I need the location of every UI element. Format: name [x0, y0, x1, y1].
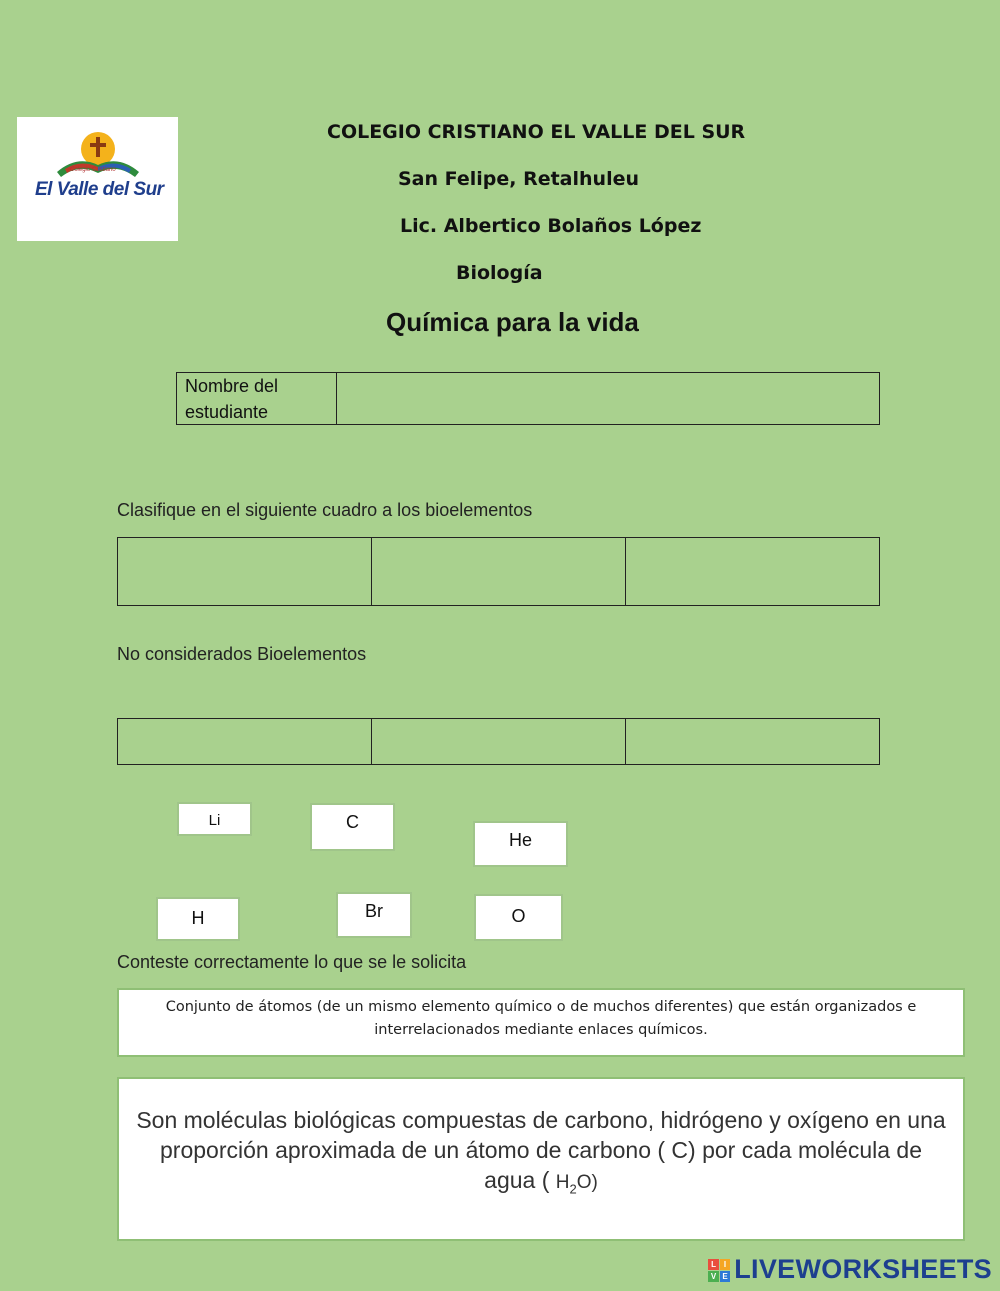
page-title: Química para la vida — [386, 307, 639, 337]
teacher-name: Lic. Albertico Bolaños López — [400, 215, 702, 237]
bioelements-drop-cell-3[interactable] — [626, 538, 879, 605]
non-bioelements-drop-cell-2[interactable] — [372, 719, 626, 764]
chip-h[interactable]: H — [156, 897, 240, 941]
water-subscript: 2 — [569, 1181, 577, 1197]
student-name-label: Nombre del estudiante — [177, 373, 337, 424]
logo-text: El Valle del Sur — [35, 179, 164, 200]
chip-c[interactable]: C — [310, 803, 395, 851]
questions-instruction: Conteste correctamente lo que se le solicita — [117, 952, 467, 972]
student-name-table — [176, 372, 880, 425]
student-name-input[interactable] — [337, 373, 879, 424]
chip-he[interactable]: He — [473, 821, 568, 867]
liveworksheets-wordmark: LIVEWORKSHEETS — [734, 1254, 992, 1284]
school-location: San Felipe, Retalhuleu — [398, 168, 639, 190]
student-name-cell — [337, 373, 879, 424]
bioelements-drop-cell-1[interactable] — [118, 538, 372, 605]
non-bioelements-table — [117, 718, 880, 765]
non-bioelements-drop-cell-1[interactable] — [118, 719, 372, 764]
liveworksheets-brand — [708, 1254, 992, 1285]
non-bioelements-drop-cell-3[interactable] — [626, 719, 879, 764]
liveworksheets-logo-icon: L I V E — [708, 1259, 730, 1281]
school-name: COLEGIO CRISTIANO EL VALLE DEL SUR — [327, 121, 746, 143]
question-2-text: Son moléculas biológicas compuestas de carbono, hidrógeno y oxígeno en una proporción aproximada de un átomo de carbono ( C) por cada molécula de agua ( — [136, 1107, 946, 1193]
subject: Biología — [456, 262, 543, 284]
question-2-box[interactable] — [117, 1077, 965, 1241]
non-bioelements-instruction: No considerados Bioelementos — [117, 644, 367, 664]
bioelements-table — [117, 537, 880, 606]
school-logo — [17, 117, 178, 241]
chip-li[interactable]: Li — [177, 802, 252, 836]
question-1-text: Conjunto de átomos (de un mismo elemento químico o de muchos diferentes) que están organizados e interrelacionados mediante enlaces químicos. — [165, 999, 917, 1038]
water-h: H — [555, 1172, 570, 1193]
bioelements-instruction: Clasifique en el siguiente cuadro a los bioelementos — [117, 500, 533, 520]
chip-br[interactable]: Br — [336, 892, 412, 938]
water-o: O) — [576, 1172, 598, 1193]
logo-subtitle: Colegio Cristiano — [70, 167, 116, 173]
chip-o[interactable]: O — [474, 894, 563, 941]
bioelements-drop-cell-2[interactable] — [372, 538, 626, 605]
question-1-box[interactable] — [117, 988, 965, 1057]
